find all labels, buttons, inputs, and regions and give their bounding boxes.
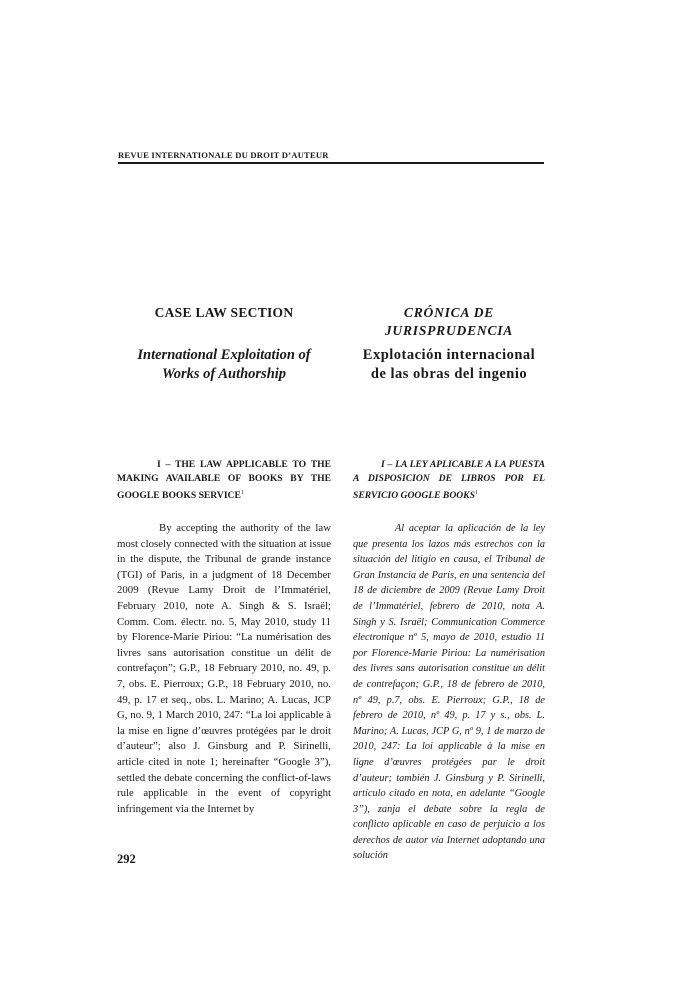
header-rule [118, 162, 544, 164]
subheading-english-text: I – THE LAW APPLICABLE TO THE MAKING AVAILABLE OF BOOKS BY THE GOOGLE BOOKS SERVICE [117, 459, 331, 502]
subheading-spanish-text: I – LA LEY APLICABLE A LA PUESTA A DISPOSICION DE LIBROS POR EL SERVICIO GOOGLE BOOKS [353, 459, 545, 502]
footnote-marker: 1 [474, 490, 478, 496]
subheading-spanish [353, 458, 545, 503]
subheading-english [117, 458, 331, 503]
section-heading-spanish [353, 304, 545, 340]
article-title-english: International Exploitation of Works of Authorship [137, 347, 311, 382]
section-heading-spanish-text: CRÓNICA DE JURISPRUDENCIA [384, 305, 514, 338]
section-heading-english: CASE LAW SECTION [154, 305, 294, 320]
body-text-spanish: Al aceptar la aplicación de la ley que presenta los lazos más estrechos con la situación del litigio en causa, el Tribunal de Gran Instancia de París, en una sentencia del 18 de diciembre de 2009 (Revue Lamy Droit de l’Immatériel, febrero de 2010, nota A. Singh y S. Israël; Communication Commerce électronique nº 5, mayo de 2010, estudio 11 por Florence-Marie Piriou: La numérisation des livres sans autorisation constitue un délit de contrefaçon; G.P., 18 de febrero de 2010, nº 49, p.7, obs. E. Pierroux; G.P., 18 de febrero de 2010, nº 49, p. 17 y s., obs. L. Marino; A. Lucas, JCP G, nº 9, 1 de marzo de 2010, 247: La loi applicable à la mise en ligne d’œuvres protégées par le droit d’auteur; también J. Ginsburg y P. Sirinelli, artículo citado en nota, en adelante “Google 3”), zanja el debate sobre la regla de conflicto aplicable en caso de perjuicio a los derechos de autor vía Internet adoptando una solución [353, 523, 545, 862]
footnote-marker: 1 [240, 490, 244, 496]
article-title-spanish: Explotación internacional de las obras del ingenio [362, 347, 536, 382]
page-number: 292 [117, 852, 136, 866]
body-text-english: By accepting the authority of the law most closely connected with the situation at issue in the dispute, the Tribunal de grande instance (TGI) of Paris, in a judgment of 18 December 2009 (Revue Lamy Droit de l’Immatériel, February 2010, note A. Singh & S. Israël; Comm. Com. électr. no. 5, May 2010, study 11 by Florence-Marie Piriou: “La numérisation des livres sans autorisation constitue un délit de contrefaçon”; G.P., 18 February 2010, no. 49, p. 7, obs. E. Pierroux; G.P., 18 February 2010, no. 49, p. 17 et seq., obs. L. Marino; A. Lucas, JCP G, no. 9, 1 March 2010, 247: “La loi applicable à la mise en ligne d’œuvres protégées par le droit d’auteur”; also J. Ginsburg and P. Sirinelli, article cited in note 1; hereinafter “Google 3”), settled the debate concerning the conflict-of-laws rule applicable in the event of copyright infringement via the Internet by [117, 522, 331, 815]
running-head: REVUE INTERNATIONALE DU DROIT D’AUTEUR [118, 150, 329, 160]
